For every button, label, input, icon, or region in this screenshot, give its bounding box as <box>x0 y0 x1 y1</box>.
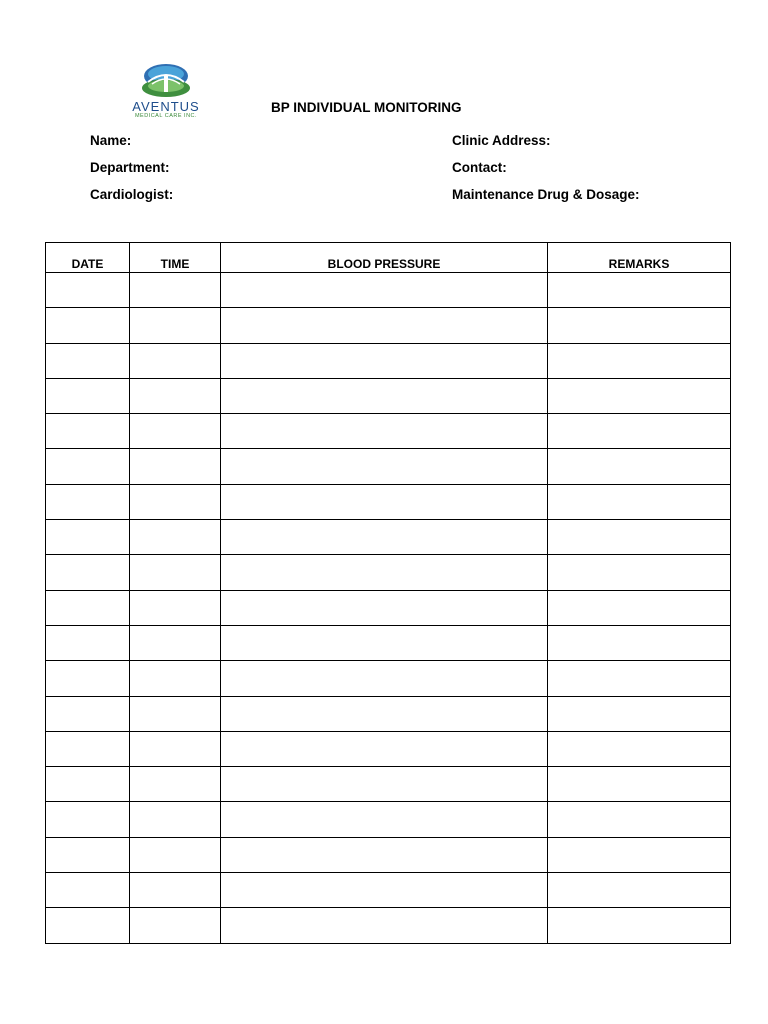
date-cell <box>46 873 130 908</box>
time-cell <box>130 873 221 908</box>
blood-pressure-cell <box>221 908 548 943</box>
table-row <box>46 731 731 766</box>
table-row <box>46 873 731 908</box>
remarks-cell <box>548 273 731 308</box>
table-row <box>46 378 731 413</box>
date-cell <box>46 696 130 731</box>
time-cell <box>130 837 221 872</box>
table-row <box>46 837 731 872</box>
time-cell <box>130 520 221 555</box>
date-cell <box>46 908 130 943</box>
blood-pressure-cell <box>221 661 548 696</box>
date-cell <box>46 731 130 766</box>
time-cell <box>130 343 221 378</box>
table-row <box>46 414 731 449</box>
table-row <box>46 308 731 343</box>
blood-pressure-cell <box>221 520 548 555</box>
blood-pressure-cell <box>221 873 548 908</box>
table-row <box>46 449 731 484</box>
blood-pressure-cell <box>221 449 548 484</box>
remarks-cell <box>548 908 731 943</box>
time-cell <box>130 449 221 484</box>
time-cell <box>130 731 221 766</box>
name-label: Name: <box>90 133 132 148</box>
blood-pressure-cell <box>221 414 548 449</box>
time-cell <box>130 555 221 590</box>
logo-name: AVENTUS <box>132 99 200 114</box>
blood-pressure-cell <box>221 308 548 343</box>
department-label: Department: <box>90 160 170 175</box>
blood-pressure-cell <box>221 625 548 660</box>
remarks-cell <box>548 555 731 590</box>
remarks-cell <box>548 661 731 696</box>
remarks-cell <box>548 590 731 625</box>
time-column-header: TIME <box>130 243 221 273</box>
remarks-cell <box>548 520 731 555</box>
date-cell <box>46 625 130 660</box>
time-cell <box>130 908 221 943</box>
date-cell <box>46 484 130 519</box>
date-cell <box>46 767 130 802</box>
time-cell <box>130 802 221 837</box>
blood-pressure-cell <box>221 767 548 802</box>
remarks-cell <box>548 767 731 802</box>
table-row <box>46 661 731 696</box>
document-title: BP INDIVIDUAL MONITORING <box>271 100 462 115</box>
blood-pressure-cell <box>221 590 548 625</box>
blood-pressure-column-header: BLOOD PRESSURE <box>221 243 548 273</box>
remarks-cell <box>548 308 731 343</box>
table-row <box>46 696 731 731</box>
time-cell <box>130 590 221 625</box>
blood-pressure-cell <box>221 273 548 308</box>
time-cell <box>130 414 221 449</box>
table-row <box>46 520 731 555</box>
blood-pressure-cell <box>221 696 548 731</box>
blood-pressure-cell <box>221 837 548 872</box>
date-column-header: DATE <box>46 243 130 273</box>
blood-pressure-cell <box>221 343 548 378</box>
blood-pressure-cell <box>221 802 548 837</box>
tree-emblem-icon <box>140 62 192 100</box>
time-cell <box>130 273 221 308</box>
time-cell <box>130 625 221 660</box>
date-cell <box>46 520 130 555</box>
date-cell <box>46 802 130 837</box>
remarks-column-header: REMARKS <box>548 243 731 273</box>
bp-monitoring-table <box>45 242 731 944</box>
date-cell <box>46 378 130 413</box>
table-row <box>46 767 731 802</box>
remarks-cell <box>548 414 731 449</box>
remarks-cell <box>548 449 731 484</box>
date-cell <box>46 555 130 590</box>
company-logo <box>126 62 206 122</box>
table-row <box>46 625 731 660</box>
date-cell <box>46 837 130 872</box>
table-row <box>46 590 731 625</box>
remarks-cell <box>548 873 731 908</box>
blood-pressure-cell <box>221 378 548 413</box>
time-cell <box>130 767 221 802</box>
date-cell <box>46 308 130 343</box>
blood-pressure-cell <box>221 484 548 519</box>
remarks-cell <box>548 343 731 378</box>
table-row <box>46 555 731 590</box>
time-cell <box>130 661 221 696</box>
remarks-cell <box>548 802 731 837</box>
remarks-cell <box>548 731 731 766</box>
blood-pressure-cell <box>221 731 548 766</box>
date-cell <box>46 590 130 625</box>
remarks-cell <box>548 484 731 519</box>
date-cell <box>46 273 130 308</box>
table-row <box>46 273 731 308</box>
date-cell <box>46 414 130 449</box>
table-row <box>46 484 731 519</box>
cardiologist-label: Cardiologist: <box>90 187 174 202</box>
table-body <box>46 273 731 944</box>
time-cell <box>130 484 221 519</box>
maintenance-drug-label: Maintenance Drug & Dosage: <box>452 187 640 202</box>
remarks-cell <box>548 837 731 872</box>
date-cell <box>46 449 130 484</box>
date-cell <box>46 661 130 696</box>
table-row <box>46 343 731 378</box>
table-header-row <box>46 243 731 273</box>
blood-pressure-cell <box>221 555 548 590</box>
logo-subtitle: MEDICAL CARE INC. <box>134 113 198 119</box>
remarks-cell <box>548 696 731 731</box>
remarks-cell <box>548 378 731 413</box>
time-cell <box>130 696 221 731</box>
contact-label: Contact: <box>452 160 507 175</box>
time-cell <box>130 308 221 343</box>
remarks-cell <box>548 625 731 660</box>
time-cell <box>130 378 221 413</box>
table-row <box>46 802 731 837</box>
clinic-address-label: Clinic Address: <box>452 133 551 148</box>
date-cell <box>46 343 130 378</box>
table-row <box>46 908 731 943</box>
